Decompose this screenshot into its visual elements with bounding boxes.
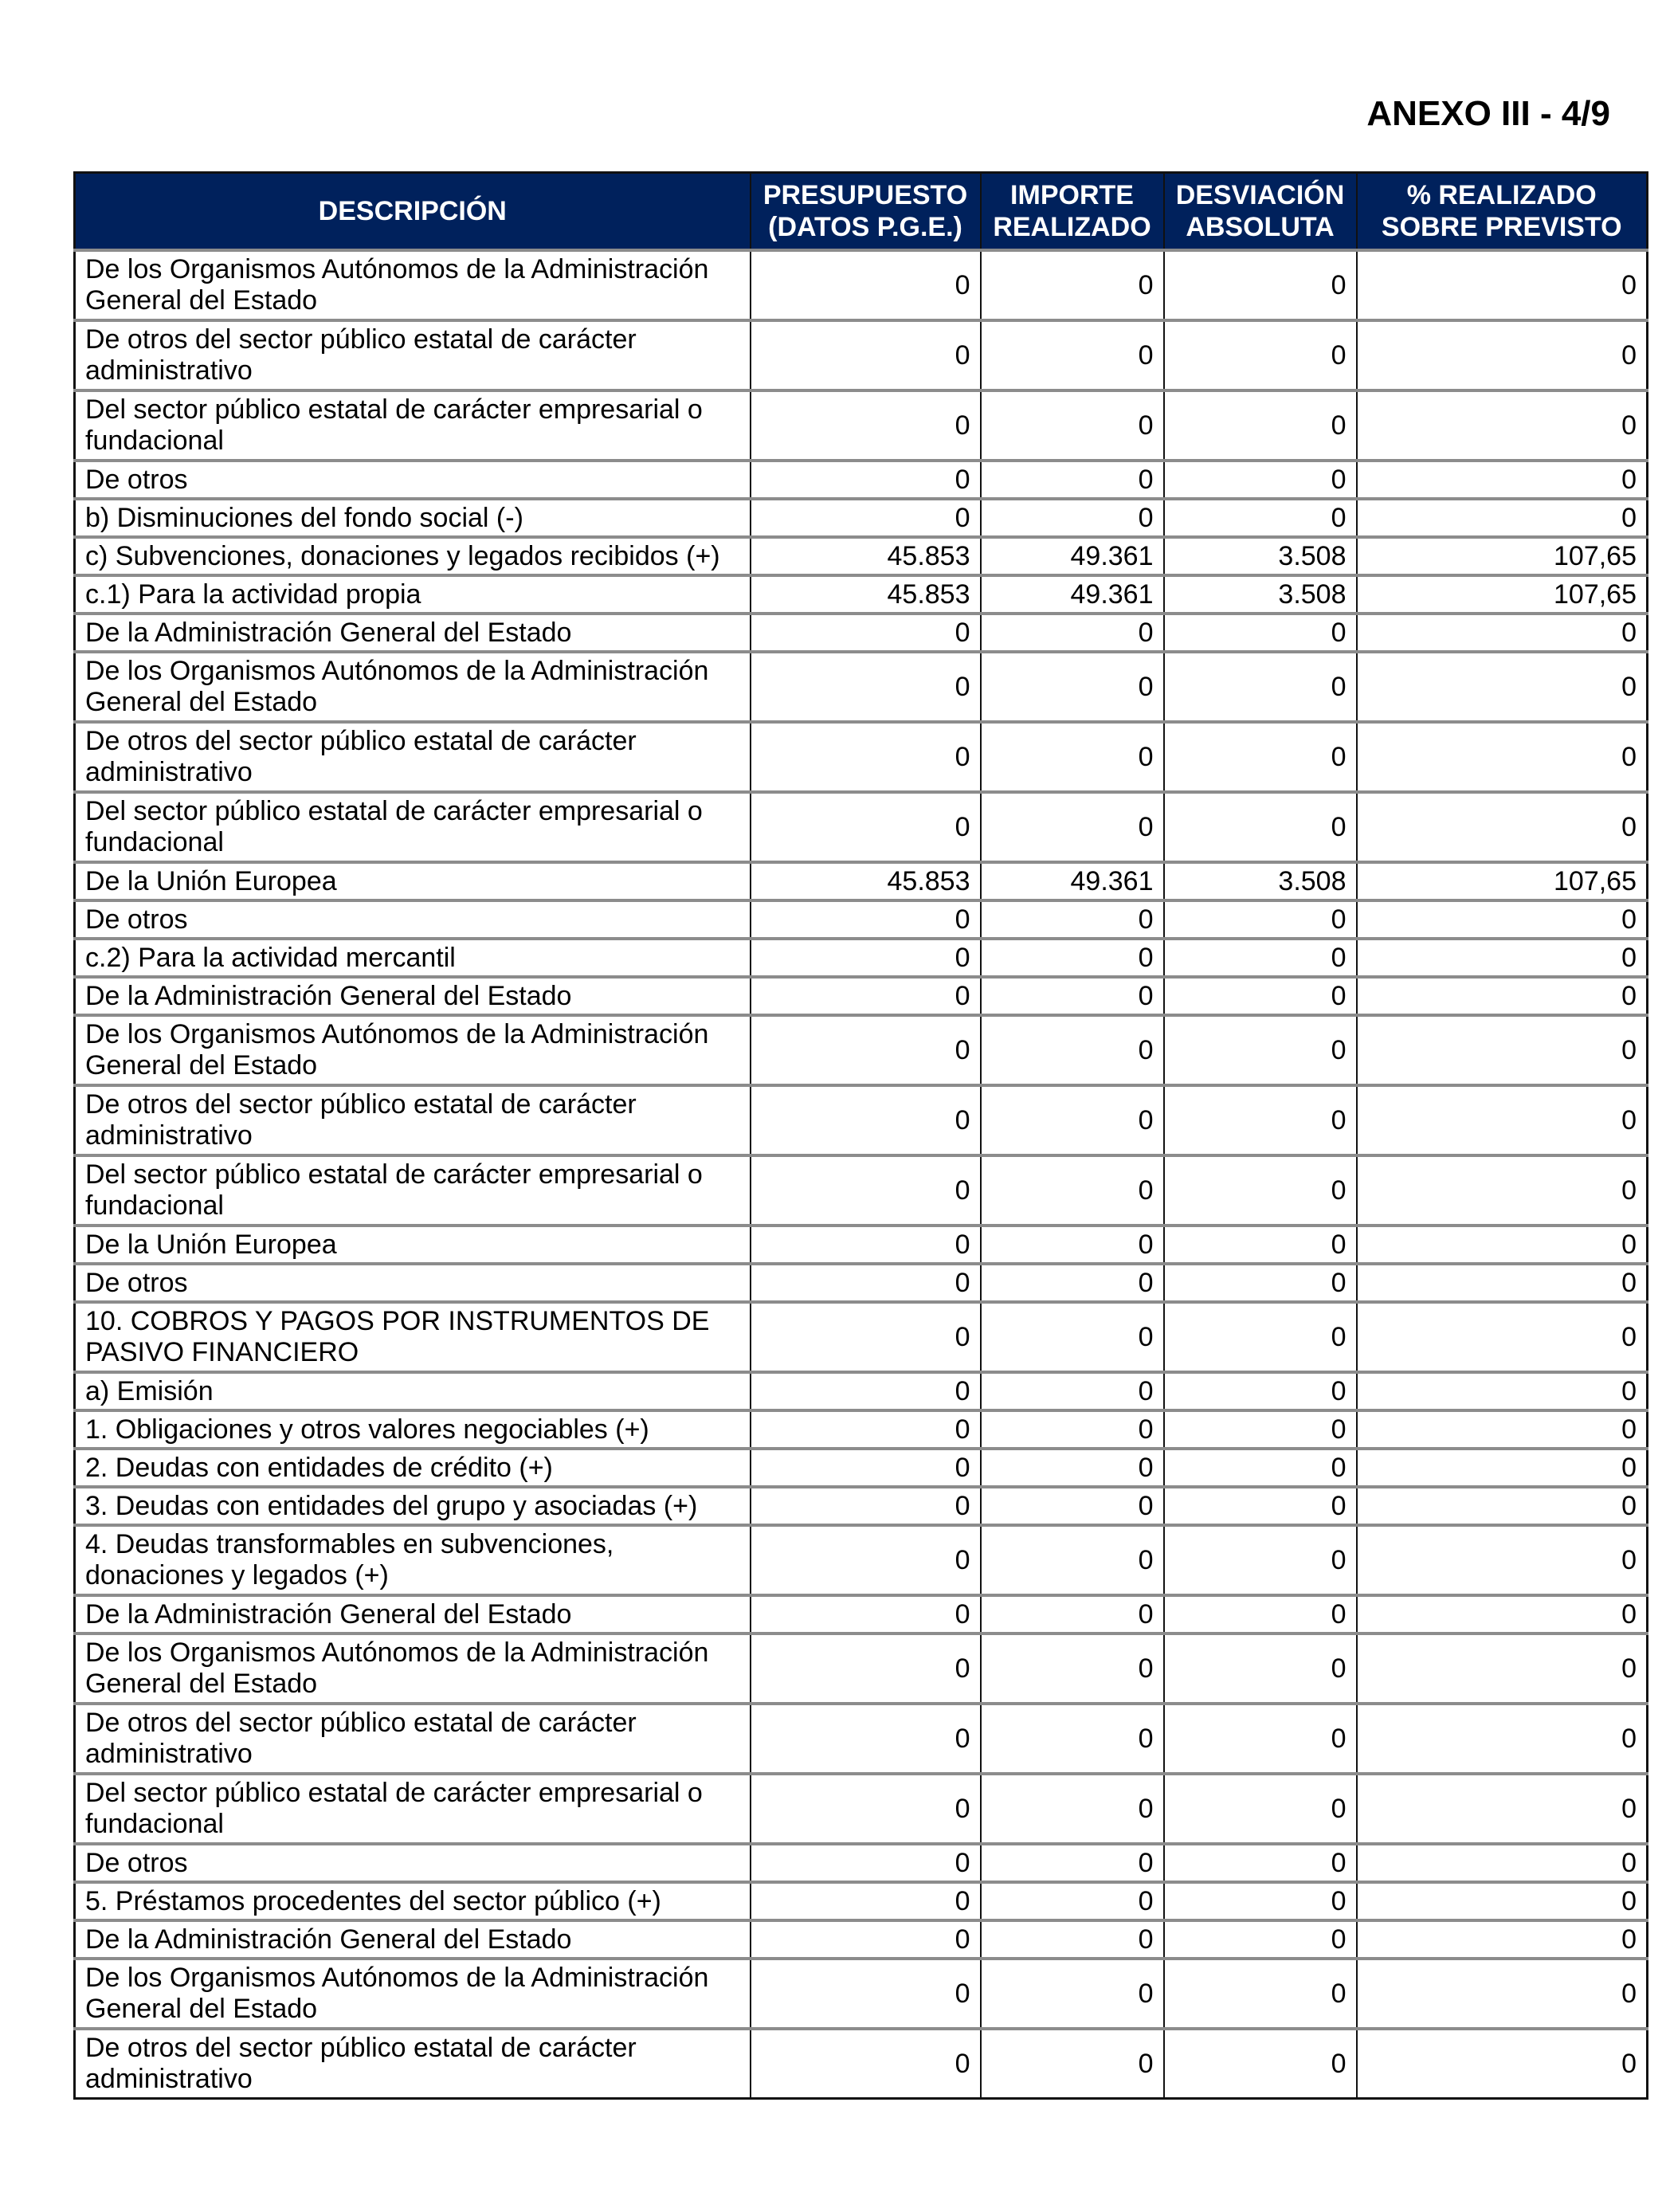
importe-realizado-cell: 0 [981, 1774, 1164, 1844]
table-row [75, 1959, 1648, 2029]
description-cell: Del sector público estatal de carácter empresarial o fundacional [75, 390, 751, 461]
desviacion-absoluta-cell: 3.508 [1164, 575, 1357, 614]
porcentaje-realizado-cell: 0 [1357, 1882, 1648, 1920]
porcentaje-realizado-cell: 0 [1357, 1410, 1648, 1449]
description-cell: De la Administración General del Estado [75, 614, 751, 652]
desviacion-absoluta-cell: 0 [1164, 1882, 1357, 1920]
importe-realizado-cell: 0 [981, 320, 1164, 390]
desviacion-absoluta-cell: 0 [1164, 499, 1357, 537]
desviacion-absoluta-cell: 0 [1164, 1774, 1357, 1844]
desviacion-absoluta-cell: 0 [1164, 1595, 1357, 1634]
importe-realizado-cell: 0 [981, 939, 1164, 977]
table-row [75, 1595, 1648, 1634]
table-row [75, 1449, 1648, 1487]
presupuesto-cell: 0 [751, 1085, 981, 1155]
porcentaje-realizado-cell: 0 [1357, 1155, 1648, 1226]
porcentaje-realizado-cell: 0 [1357, 1844, 1648, 1882]
description-cell: c.2) Para la actividad mercantil [75, 939, 751, 977]
importe-realizado-cell: 0 [981, 461, 1164, 499]
desviacion-absoluta-cell: 3.508 [1164, 862, 1357, 900]
description-cell: De otros del sector público estatal de carácter administrativo [75, 1704, 751, 1774]
table-row [75, 792, 1648, 862]
porcentaje-realizado-cell: 0 [1357, 320, 1648, 390]
importe-realizado-cell: 0 [981, 722, 1164, 792]
description-cell: De los Organismos Autónomos de la Administración General del Estado [75, 1634, 751, 1704]
table-row [75, 1882, 1648, 1920]
porcentaje-realizado-cell: 0 [1357, 1226, 1648, 1264]
desviacion-absoluta-cell: 0 [1164, 390, 1357, 461]
desviacion-absoluta-cell: 0 [1164, 652, 1357, 722]
table-row [75, 537, 1648, 575]
description-cell: Del sector público estatal de carácter empresarial o fundacional [75, 1155, 751, 1226]
presupuesto-cell: 0 [751, 1015, 981, 1085]
porcentaje-realizado-cell: 0 [1357, 1487, 1648, 1525]
table-row [75, 1372, 1648, 1410]
importe-realizado-cell: 0 [981, 1449, 1164, 1487]
presupuesto-cell: 0 [751, 1959, 981, 2029]
porcentaje-realizado-cell: 0 [1357, 1774, 1648, 1844]
porcentaje-realizado-cell: 0 [1357, 2029, 1648, 2099]
porcentaje-realizado-cell: 0 [1357, 1920, 1648, 1959]
importe-realizado-cell: 0 [981, 1595, 1164, 1634]
porcentaje-realizado-cell: 0 [1357, 1085, 1648, 1155]
table-row [75, 499, 1648, 537]
table-row [75, 1085, 1648, 1155]
desviacion-absoluta-cell: 0 [1164, 320, 1357, 390]
table-row [75, 250, 1648, 320]
presupuesto-cell: 0 [751, 1264, 981, 1302]
table-row [75, 1704, 1648, 1774]
importe-realizado-cell: 0 [981, 614, 1164, 652]
presupuesto-cell: 0 [751, 614, 981, 652]
porcentaje-realizado-cell: 0 [1357, 614, 1648, 652]
table-row [75, 1302, 1648, 1372]
presupuesto-cell: 45.853 [751, 575, 981, 614]
description-cell: De los Organismos Autónomos de la Administración General del Estado [75, 1959, 751, 2029]
table-row [75, 722, 1648, 792]
importe-realizado-cell: 0 [981, 1085, 1164, 1155]
porcentaje-realizado-cell: 107,65 [1357, 575, 1648, 614]
desviacion-absoluta-cell: 0 [1164, 792, 1357, 862]
importe-realizado-cell: 0 [981, 1155, 1164, 1226]
porcentaje-realizado-cell: 0 [1357, 722, 1648, 792]
importe-realizado-cell: 0 [981, 1372, 1164, 1410]
description-cell: De otros [75, 900, 751, 939]
porcentaje-realizado-cell: 0 [1357, 499, 1648, 537]
porcentaje-realizado-cell: 0 [1357, 1449, 1648, 1487]
desviacion-absoluta-cell: 0 [1164, 939, 1357, 977]
desviacion-absoluta-cell: 0 [1164, 1015, 1357, 1085]
description-cell: 1. Obligaciones y otros valores negociables (+) [75, 1410, 751, 1449]
table-row [75, 1487, 1648, 1525]
description-cell: Del sector público estatal de carácter empresarial o fundacional [75, 1774, 751, 1844]
desviacion-absoluta-cell: 0 [1164, 1634, 1357, 1704]
description-cell: c.1) Para la actividad propia [75, 575, 751, 614]
importe-realizado-cell: 0 [981, 1920, 1164, 1959]
presupuesto-cell: 45.853 [751, 862, 981, 900]
description-cell: De la Administración General del Estado [75, 977, 751, 1015]
description-cell: De la Unión Europea [75, 862, 751, 900]
table-row [75, 1410, 1648, 1449]
presupuesto-cell: 0 [751, 1774, 981, 1844]
importe-realizado-cell: 0 [981, 1882, 1164, 1920]
presupuesto-cell: 0 [751, 1226, 981, 1264]
porcentaje-realizado-cell: 0 [1357, 652, 1648, 722]
desviacion-absoluta-cell: 0 [1164, 1085, 1357, 1155]
porcentaje-realizado-cell: 0 [1357, 792, 1648, 862]
description-cell: Del sector público estatal de carácter empresarial o fundacional [75, 792, 751, 862]
description-cell: 4. Deudas transformables en subvenciones, donaciones y legados (+) [75, 1525, 751, 1595]
porcentaje-realizado-cell: 0 [1357, 1264, 1648, 1302]
table-row [75, 1226, 1648, 1264]
porcentaje-realizado-cell: 0 [1357, 1634, 1648, 1704]
presupuesto-cell: 0 [751, 1595, 981, 1634]
porcentaje-realizado-cell: 0 [1357, 1372, 1648, 1410]
description-cell: 3. Deudas con entidades del grupo y asociadas (+) [75, 1487, 751, 1525]
porcentaje-realizado-cell: 0 [1357, 939, 1648, 977]
desviacion-absoluta-cell: 0 [1164, 1704, 1357, 1774]
porcentaje-realizado-cell: 0 [1357, 977, 1648, 1015]
presupuesto-cell: 0 [751, 250, 981, 320]
desviacion-absoluta-cell: 0 [1164, 614, 1357, 652]
table-row [75, 862, 1648, 900]
importe-realizado-cell: 0 [981, 1844, 1164, 1882]
importe-realizado-cell: 49.361 [981, 575, 1164, 614]
presupuesto-cell: 0 [751, 320, 981, 390]
porcentaje-realizado-cell: 0 [1357, 1525, 1648, 1595]
table-row [75, 1844, 1648, 1882]
description-cell: De la Administración General del Estado [75, 1920, 751, 1959]
porcentaje-realizado-cell: 0 [1357, 1015, 1648, 1085]
desviacion-absoluta-cell: 0 [1164, 1264, 1357, 1302]
description-cell: De los Organismos Autónomos de la Administración General del Estado [75, 652, 751, 722]
importe-realizado-cell: 0 [981, 1226, 1164, 1264]
table-row [75, 1920, 1648, 1959]
presupuesto-cell: 0 [751, 1634, 981, 1704]
table-row [75, 977, 1648, 1015]
importe-realizado-cell: 0 [981, 1704, 1164, 1774]
description-cell: De otros [75, 1844, 751, 1882]
table-row [75, 1264, 1648, 1302]
presupuesto-cell: 45.853 [751, 537, 981, 575]
presupuesto-cell: 0 [751, 390, 981, 461]
importe-realizado-cell: 0 [981, 390, 1164, 461]
porcentaje-realizado-cell: 0 [1357, 1302, 1648, 1372]
table-row [75, 1015, 1648, 1085]
desviacion-absoluta-cell: 0 [1164, 1959, 1357, 2029]
desviacion-absoluta-cell: 0 [1164, 722, 1357, 792]
header-desviacion-absoluta: DESVIACIÓN ABSOLUTA [1164, 173, 1357, 251]
description-cell: 2. Deudas con entidades de crédito (+) [75, 1449, 751, 1487]
importe-realizado-cell: 49.361 [981, 862, 1164, 900]
importe-realizado-cell: 0 [981, 499, 1164, 537]
table-row [75, 614, 1648, 652]
presupuesto-cell: 0 [751, 461, 981, 499]
desviacion-absoluta-cell: 0 [1164, 1410, 1357, 1449]
description-cell: 10. COBROS Y PAGOS POR INSTRUMENTOS DE PASIVO FINANCIERO [75, 1302, 751, 1372]
presupuesto-cell: 0 [751, 2029, 981, 2099]
description-cell: De otros del sector público estatal de carácter administrativo [75, 320, 751, 390]
presupuesto-cell: 0 [751, 499, 981, 537]
presupuesto-cell: 0 [751, 939, 981, 977]
presupuesto-cell: 0 [751, 1155, 981, 1226]
table-row [75, 900, 1648, 939]
importe-realizado-cell: 0 [981, 250, 1164, 320]
presupuesto-cell: 0 [751, 1844, 981, 1882]
importe-realizado-cell: 49.361 [981, 537, 1164, 575]
table-row [75, 461, 1648, 499]
desviacion-absoluta-cell: 0 [1164, 1525, 1357, 1595]
description-cell: De la Unión Europea [75, 1226, 751, 1264]
desviacion-absoluta-cell: 0 [1164, 1372, 1357, 1410]
table-header-row [75, 173, 1648, 251]
importe-realizado-cell: 0 [981, 652, 1164, 722]
desviacion-absoluta-cell: 0 [1164, 1155, 1357, 1226]
porcentaje-realizado-cell: 0 [1357, 461, 1648, 499]
desviacion-absoluta-cell: 0 [1164, 1920, 1357, 1959]
porcentaje-realizado-cell: 0 [1357, 1595, 1648, 1634]
porcentaje-realizado-cell: 0 [1357, 1704, 1648, 1774]
table-row [75, 320, 1648, 390]
importe-realizado-cell: 0 [981, 1264, 1164, 1302]
importe-realizado-cell: 0 [981, 2029, 1164, 2099]
table-row [75, 1774, 1648, 1844]
desviacion-absoluta-cell: 0 [1164, 900, 1357, 939]
description-cell: De otros del sector público estatal de carácter administrativo [75, 1085, 751, 1155]
presupuesto-cell: 0 [751, 977, 981, 1015]
table-row [75, 575, 1648, 614]
desviacion-absoluta-cell: 0 [1164, 1226, 1357, 1264]
importe-realizado-cell: 0 [981, 1410, 1164, 1449]
desviacion-absoluta-cell: 0 [1164, 2029, 1357, 2099]
table-row [75, 1155, 1648, 1226]
presupuesto-cell: 0 [751, 1487, 981, 1525]
table-row [75, 1634, 1648, 1704]
importe-realizado-cell: 0 [981, 1634, 1164, 1704]
page-title: ANEXO III - 4/9 [1366, 94, 1610, 133]
description-cell: De otros del sector público estatal de carácter administrativo [75, 2029, 751, 2099]
porcentaje-realizado-cell: 0 [1357, 900, 1648, 939]
description-cell: a) Emisión [75, 1372, 751, 1410]
table-row [75, 1525, 1648, 1595]
presupuesto-cell: 0 [751, 1372, 981, 1410]
desviacion-absoluta-cell: 3.508 [1164, 537, 1357, 575]
importe-realizado-cell: 0 [981, 1302, 1164, 1372]
presupuesto-cell: 0 [751, 1525, 981, 1595]
desviacion-absoluta-cell: 0 [1164, 461, 1357, 499]
desviacion-absoluta-cell: 0 [1164, 1302, 1357, 1372]
presupuesto-cell: 0 [751, 1410, 981, 1449]
desviacion-absoluta-cell: 0 [1164, 250, 1357, 320]
desviacion-absoluta-cell: 0 [1164, 1449, 1357, 1487]
porcentaje-realizado-cell: 107,65 [1357, 537, 1648, 575]
importe-realizado-cell: 0 [981, 900, 1164, 939]
description-cell: De otros del sector público estatal de carácter administrativo [75, 722, 751, 792]
presupuesto-cell: 0 [751, 900, 981, 939]
header-descripcion: DESCRIPCIÓN [75, 173, 751, 251]
description-cell: b) Disminuciones del fondo social (-) [75, 499, 751, 537]
header-importe-realizado: IMPORTE REALIZADO [981, 173, 1164, 251]
table-row [75, 652, 1648, 722]
importe-realizado-cell: 0 [981, 792, 1164, 862]
importe-realizado-cell: 0 [981, 1015, 1164, 1085]
importe-realizado-cell: 0 [981, 977, 1164, 1015]
desviacion-absoluta-cell: 0 [1164, 1487, 1357, 1525]
table-row [75, 390, 1648, 461]
presupuesto-cell: 0 [751, 722, 981, 792]
description-cell: De otros [75, 461, 751, 499]
porcentaje-realizado-cell: 0 [1357, 390, 1648, 461]
description-cell: 5. Préstamos procedentes del sector público (+) [75, 1882, 751, 1920]
importe-realizado-cell: 0 [981, 1959, 1164, 2029]
porcentaje-realizado-cell: 0 [1357, 250, 1648, 320]
porcentaje-realizado-cell: 0 [1357, 1959, 1648, 2029]
table-row [75, 2029, 1648, 2099]
budget-table [73, 171, 1648, 2100]
porcentaje-realizado-cell: 107,65 [1357, 862, 1648, 900]
description-cell: De los Organismos Autónomos de la Administración General del Estado [75, 250, 751, 320]
presupuesto-cell: 0 [751, 1704, 981, 1774]
header-porcentaje-realizado: % REALIZADO SOBRE PREVISTO [1357, 173, 1648, 251]
presupuesto-cell: 0 [751, 1882, 981, 1920]
presupuesto-cell: 0 [751, 1302, 981, 1372]
importe-realizado-cell: 0 [981, 1525, 1164, 1595]
header-presupuesto: PRESUPUESTO (DATOS P.G.E.) [751, 173, 981, 251]
presupuesto-cell: 0 [751, 1449, 981, 1487]
desviacion-absoluta-cell: 0 [1164, 1844, 1357, 1882]
description-cell: De los Organismos Autónomos de la Administración General del Estado [75, 1015, 751, 1085]
description-cell: c) Subvenciones, donaciones y legados recibidos (+) [75, 537, 751, 575]
importe-realizado-cell: 0 [981, 1487, 1164, 1525]
presupuesto-cell: 0 [751, 1920, 981, 1959]
table-row [75, 939, 1648, 977]
presupuesto-cell: 0 [751, 792, 981, 862]
description-cell: De la Administración General del Estado [75, 1595, 751, 1634]
description-cell: De otros [75, 1264, 751, 1302]
presupuesto-cell: 0 [751, 652, 981, 722]
desviacion-absoluta-cell: 0 [1164, 977, 1357, 1015]
